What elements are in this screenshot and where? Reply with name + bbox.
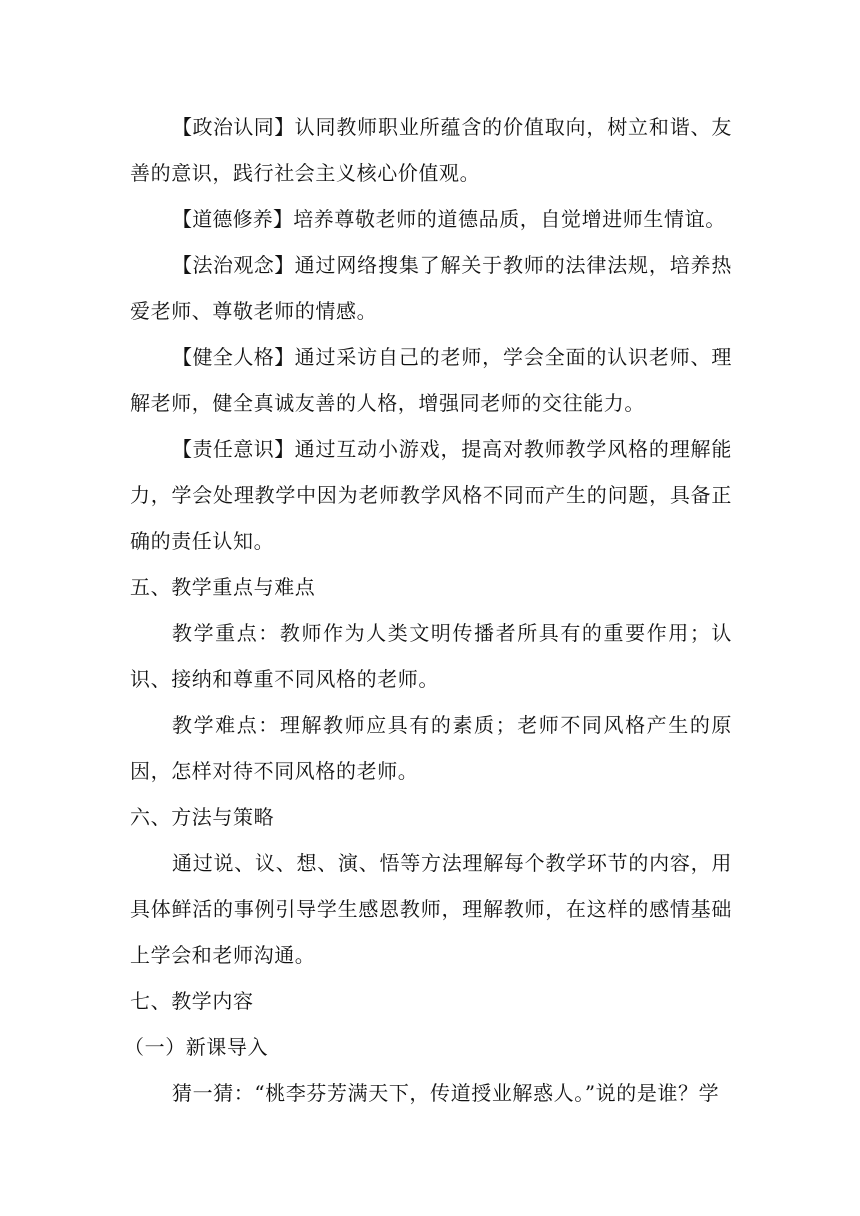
- goal-responsibility: [130, 426, 732, 564]
- goal-moral-cultivation: [130, 196, 732, 242]
- section-heading-content: 七、教学内容: [130, 989, 254, 1013]
- intro-text: 猜一猜：“桃李芬芳满天下，传道授业解惑人。”说的是谁？学: [172, 1081, 720, 1105]
- goal-text: 培养尊敬老师的道德品质，自觉增进师生情谊。: [293, 207, 726, 231]
- goal-sound-personality: [130, 334, 732, 426]
- subsection-heading-intro: （一）新课导入: [124, 1035, 269, 1059]
- goal-text: 通过互动小游戏，提高对教师教学风格的理解能力，学会处理教学中因为老师教学风格不同而产生的问题，具备正确的责任认知。: [130, 437, 732, 553]
- goal-label: 【政治认同】: [172, 115, 295, 139]
- goal-text: 认同教师职业所蕴含的价值取向，树立和谐、友善的意识，践行社会主义核心价值观。: [130, 115, 732, 185]
- goal-label: 【责任意识】: [172, 437, 295, 461]
- goal-rule-of-law: [130, 242, 732, 334]
- goal-label: 【健全人格】: [172, 345, 295, 369]
- teaching-key-point: 教学重点：教师作为人类文明传播者所具有的重要作用；认识、接纳和尊重不同风格的老师。: [130, 621, 732, 691]
- document-body: [124, 104, 732, 1116]
- goal-label: 【道德修养】: [172, 207, 294, 231]
- teaching-difficulty: 教学难点：理解教师应具有的素质；老师不同风格产生的原因，怎样对待不同风格的老师。: [130, 713, 732, 783]
- goal-text: 通过网络搜集了解关于教师的法律法规，培养热爱老师、尊敬老师的情感。: [130, 253, 732, 323]
- section-heading-methods: 六、方法与策略: [130, 805, 275, 829]
- goal-political-identity: [130, 104, 732, 196]
- section-heading-key-points: 五、教学重点与难点: [130, 575, 316, 599]
- goal-label: 【法治观念】: [172, 253, 295, 277]
- goal-text: 通过采访自己的老师，学会全面的认识老师、理解老师，健全真诚友善的人格，增强同老师的交往能力。: [130, 345, 732, 415]
- methods-text: 通过说、议、想、演、悟等方法理解每个教学环节的内容，用具体鲜活的事例引导学生感恩教师，理解教师，在这样的感情基础上学会和老师沟通。: [130, 851, 732, 967]
